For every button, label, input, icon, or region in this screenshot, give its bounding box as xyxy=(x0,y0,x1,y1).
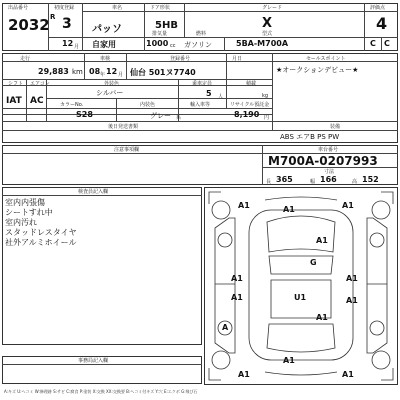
recycle: 8,190 xyxy=(234,110,260,119)
divider xyxy=(224,37,225,51)
displacement: 1000 xyxy=(146,39,169,48)
r-mark: R xyxy=(50,13,56,21)
grade: X xyxy=(262,16,273,31)
grade-label: グレード xyxy=(262,5,283,11)
divider xyxy=(46,79,47,121)
damage-mark: A xyxy=(222,323,229,332)
equip-label: 装備 xyxy=(330,124,341,130)
divider xyxy=(82,11,398,12)
color-no: S28 xyxy=(76,110,93,119)
damage-mark: A1 xyxy=(342,370,354,379)
lot-label: 出品番号 xyxy=(8,5,29,11)
damage-mark: A1 xyxy=(316,236,328,245)
load-label: 積載 xyxy=(246,81,257,87)
divider xyxy=(48,3,49,51)
damage-mark: A1 xyxy=(316,313,328,322)
inspector-note-line: シートすれ中 xyxy=(5,208,53,217)
inspect-month-unit: 月 xyxy=(118,72,124,78)
divider xyxy=(2,121,398,122)
damage-mark: A1 xyxy=(231,293,243,302)
model-label: 型式 xyxy=(262,31,273,37)
divider xyxy=(184,3,185,37)
date-label: 月日 xyxy=(232,56,243,62)
car-name: パッソ xyxy=(92,24,122,35)
divider xyxy=(26,79,27,121)
divider xyxy=(2,130,398,131)
shift: IAT xyxy=(6,96,22,106)
inspector-note-line: スタッドレスタイヤ xyxy=(5,228,77,237)
dims-label: 寸法 xyxy=(324,169,335,175)
fuel: ガソリン xyxy=(184,41,212,49)
lot-number: 2032 xyxy=(8,16,50,34)
fuel-label: 燃料 xyxy=(196,31,207,37)
door-type: 5HB xyxy=(155,20,178,31)
capacity-label: 乗車定員 xyxy=(192,81,213,87)
reg-month: 12 xyxy=(62,39,74,48)
rear-docs-label: 後日発送書類 xyxy=(108,124,139,130)
model: 5BA-M700A xyxy=(236,39,289,48)
mileage: 29,883 xyxy=(38,67,69,76)
load-unit: kg xyxy=(262,93,269,99)
height-label: 高 xyxy=(352,179,358,185)
divider xyxy=(84,53,85,79)
plate: 仙台 501ヌ7740 xyxy=(130,68,196,77)
damage-mark: U1 xyxy=(294,293,307,302)
car-name-label: 車名 xyxy=(112,5,123,11)
damage-legend: A:キズ U:ヘコミ W:修理跡 S:サビ C:腐食 P:塗装 X:交換 XX:交換要 B:ヘコミ付キズ Y:穴 E:エクボ G:飛び石 xyxy=(4,389,198,394)
width: 166 xyxy=(320,175,337,184)
divider xyxy=(2,364,202,365)
divider xyxy=(126,53,127,79)
int-color-label: 内装色 xyxy=(140,102,156,108)
inspect-year-unit: 年 xyxy=(100,72,106,78)
equip-items: ABS エアB PS PW xyxy=(280,133,340,141)
frame-number: M700A-0207993 xyxy=(268,154,378,168)
divider xyxy=(2,114,272,115)
damage-mark: A1 xyxy=(342,201,354,210)
reg-month-unit: 月 xyxy=(74,44,80,50)
disp-unit: cc xyxy=(170,43,176,49)
ext-color: シルバー xyxy=(96,89,124,97)
divider xyxy=(226,79,227,108)
reg-year: 3 xyxy=(62,16,72,32)
divider xyxy=(116,98,117,121)
damage-mark: A1 xyxy=(231,274,243,283)
height: 152 xyxy=(362,175,379,184)
mileage-unit: km xyxy=(72,68,83,76)
inspector-label: 検査員記入欄 xyxy=(78,189,109,195)
damage-mark: A1 xyxy=(283,205,295,214)
damage-mark: A1 xyxy=(238,201,250,210)
length-label: 長 xyxy=(266,179,272,185)
door-label: ドア形状 xyxy=(150,5,170,11)
car-diagram xyxy=(204,187,398,385)
notes-label: 注意事項欄 xyxy=(114,147,140,153)
int-color-unit: 系 xyxy=(176,115,182,121)
dealer-label: 事務局記入欄 xyxy=(78,358,109,364)
divider xyxy=(46,98,272,99)
mileage-label: 走行 xyxy=(20,56,31,62)
damage-mark: A1 xyxy=(346,296,358,305)
divider xyxy=(272,53,273,130)
sales-point: ★オークションデビュー★ xyxy=(276,66,359,74)
inspect-year: 08 xyxy=(89,67,101,76)
inspector-note-line: 室内内張傷 xyxy=(5,198,45,207)
color-no-label: カラーNo. xyxy=(60,102,84,108)
divider xyxy=(144,3,145,51)
inspector-note-line: 社外アルミホイール xyxy=(5,238,77,247)
car-outline-svg xyxy=(205,188,397,384)
ac-label: エアコン xyxy=(30,81,50,87)
divider xyxy=(262,145,263,185)
recycle-label: リサイクル預託金 xyxy=(230,102,270,108)
use-type: 自家用 xyxy=(92,40,116,49)
import-label: 輸入車等 xyxy=(190,102,211,108)
plate-label: 登録番号 xyxy=(170,56,191,62)
inspect-label: 車検 xyxy=(100,56,111,62)
inspect-month: 12 xyxy=(106,67,118,76)
damage-mark: A1 xyxy=(283,356,295,365)
divider xyxy=(226,53,227,79)
capacity-unit: 人 xyxy=(218,94,224,100)
score: 4 xyxy=(376,14,388,33)
divider xyxy=(2,108,272,109)
divider xyxy=(381,37,382,51)
damage-mark: G xyxy=(310,258,317,267)
damage-mark: A1 xyxy=(346,274,358,283)
width-label: 幅 xyxy=(310,179,316,185)
divider xyxy=(48,37,398,38)
inspector-note-line: 室内汚れ xyxy=(5,218,37,227)
recycle-unit: 円 xyxy=(264,115,270,121)
sales-label: セールスポイント xyxy=(306,56,346,62)
exterior-grade: C xyxy=(384,39,390,48)
score-label: 評価点 xyxy=(370,5,386,11)
first-reg-label: 初度登録 xyxy=(54,5,75,11)
capacity: 5 xyxy=(206,89,212,98)
disp-label: 排気量 xyxy=(152,31,168,37)
damage-mark: A1 xyxy=(238,370,250,379)
shift-label: シフト xyxy=(8,81,24,87)
ext-color-label: 外装色 xyxy=(104,81,120,87)
int-color: グレー xyxy=(150,112,171,120)
length: 365 xyxy=(276,175,293,184)
interior-grade: C xyxy=(370,39,376,48)
divider xyxy=(2,195,202,196)
frame-label: 車台番号 xyxy=(318,147,339,153)
ac: AC xyxy=(30,96,44,106)
divider xyxy=(364,3,365,51)
